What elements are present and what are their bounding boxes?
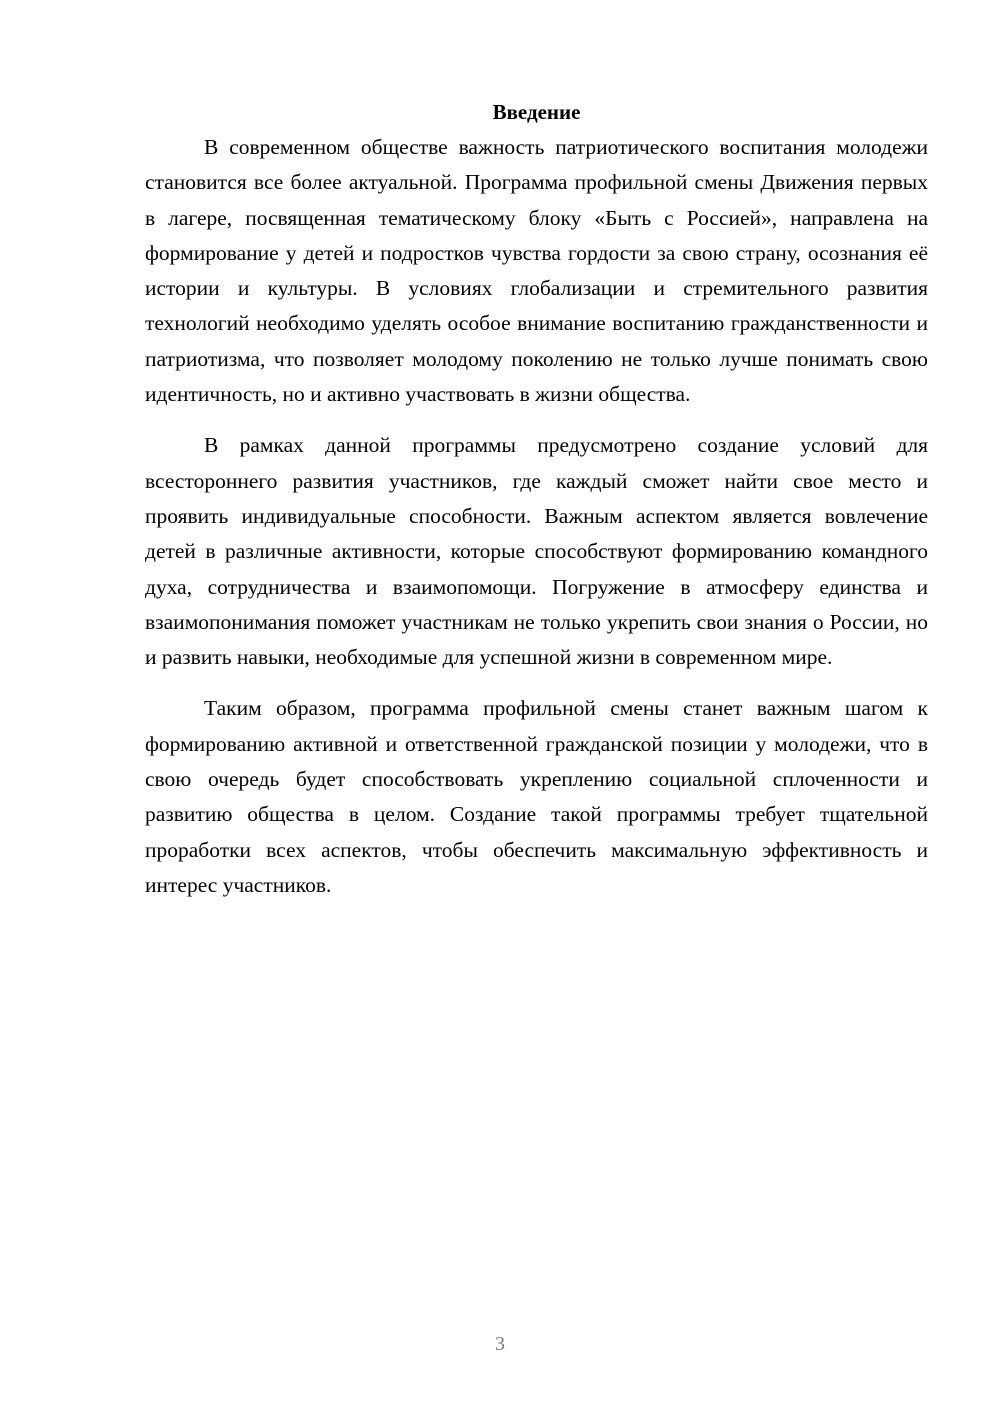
page-number: 3 xyxy=(495,1333,505,1355)
page-content xyxy=(145,98,928,919)
paragraph-3: Таким образом, программа профильной смены станет важным шагом к формированию активной и ответственной гражданской позиции у молодежи, что в свою очередь будет способствовать укреплению социальной сплоченности и развитию общества в целом. Создание такой программы требует тщательной проработки всех аспектов, чтобы обеспечить максимальную эффективность и интерес участников. xyxy=(145,696,928,897)
paragraph-1: В современном обществе важность патриотического воспитания молодежи становится все более актуальной. Программа профильной смены Движения первых в лагере, посвященная тематическому блоку «Быть с Россией», направлена на формирование у детей и подростков чувства гордости за свою страну, осознания её истории и культуры. В условиях глобализации и стремительного развития технологий необходимо уделять особое внимание воспитанию гражданственности и патриотизма, что позволяет молодому поколению не только лучше понимать свою идентичность, но и активно участвовать в жизни общества. xyxy=(145,135,928,407)
section-heading: Введение xyxy=(492,100,581,124)
paragraph-2: В рамках данной программы предусмотрено создание условий для всестороннего развития участников, где каждый сможет найти свое место и проявить индивидуальные способности. Важным аспектом является вовлечение детей в различные активности, которые способствуют формированию командного духа, сотрудничества и взаимопомощи. Погружение в атмосферу единства и взаимопонимания поможет участникам не только укрепить свои знания о России, но и развить навыки, необходимые для успешной жизни в современном мире. xyxy=(145,433,928,670)
